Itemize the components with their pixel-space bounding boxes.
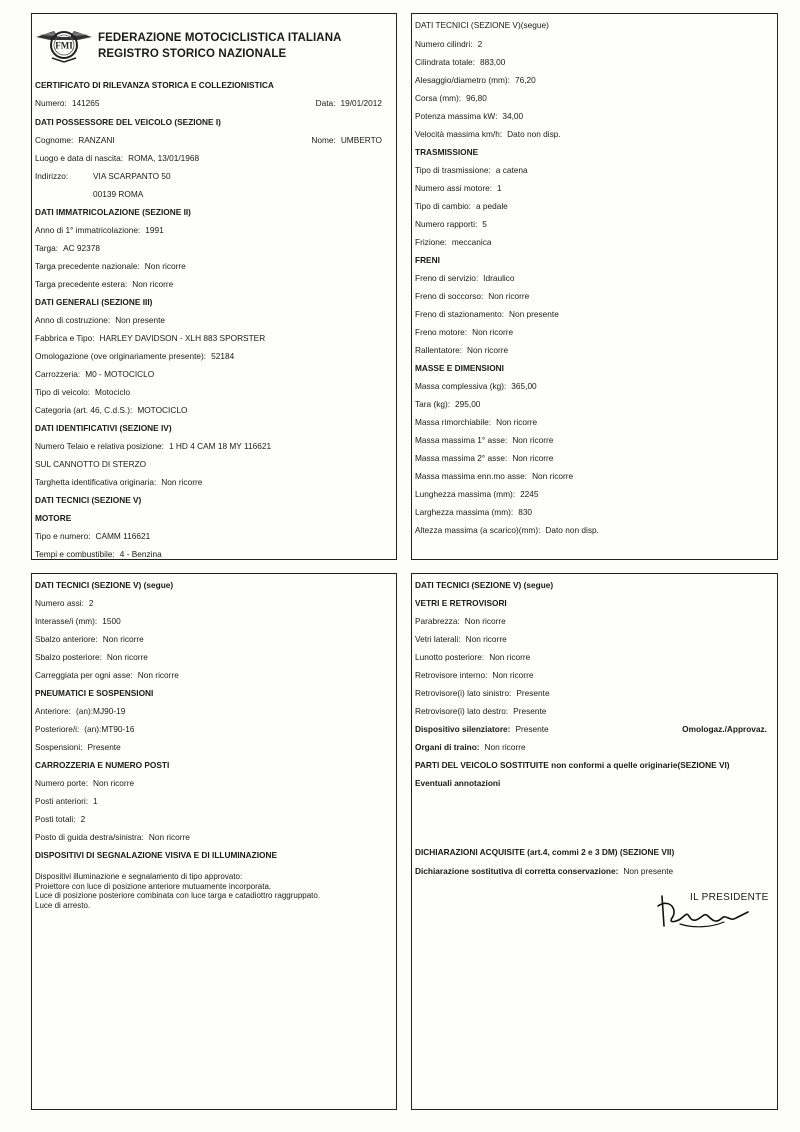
field-freno-di-soccorso: Freno di soccorso: Non ricorre [415,291,530,301]
field-numero-assi: Numero assi: 2 [35,598,94,608]
field-targa-estera: Targa precedente estera: Non ricorre [35,279,174,289]
masse-e-dimensioni-heading: MASSE E DIMENSIONI [415,363,504,373]
lighting-line: Luce di arresto. [35,900,91,910]
field-nome: Nome: UMBERTO [311,135,382,145]
field-numero-rapporti: Numero rapporti: 5 [415,219,487,229]
field-carreggiata-per-ogni-asse: Carreggiata per ogni asse: Non ricorre [35,670,179,680]
lighting-line: Dispositivi illuminazione e segnalamento di tipo approvato: [35,872,243,881]
field-numero-cilindri: Numero cilindri: 2 [415,39,483,49]
field-sbalzo-posteriore: Sbalzo posteriore: Non ricorre [35,652,148,662]
field-numero-porte: Numero porte: Non ricorre [35,778,135,788]
field-freno-di-stazionamento: Freno di stazionamento: Non presente [415,309,559,319]
section-3-heading: DATI GENERALI (SEZIONE III) [35,297,153,307]
field-tipo-di-cambio: Tipo di cambio: a pedale [415,201,508,211]
field-lunotto-posteriore: Lunotto posteriore: Non ricorre [415,652,531,662]
field-cognome: Cognome: RANZANI Nome: UMBERTO [35,135,382,145]
omologaz-label: Omologaz./Approvaz. [682,724,767,734]
field-frizione: Frizione: meccanica [415,237,492,247]
field-larghezza-massima-mm: Larghezza massima (mm): 830 [415,507,533,517]
field-freno-motore: Freno motore: Non ricorre [415,327,514,337]
field-anno-costruzione: Anno di costruzione: Non presente [35,315,166,325]
panel3-title: DATI TECNICI (SEZIONE V) (segue) [35,580,174,590]
lighting-line: Luce di posizione posteriore combinata con luce targa e catadiottro raggruppato. [35,891,321,901]
signature-icon [652,888,757,933]
field-interasse-i-mm: Interasse/i (mm): 1500 [35,616,121,626]
field-vetri-laterali: Vetri laterali: Non ricorre [415,634,507,644]
field-rallentatore: Rallentatore: Non ricorre [415,345,509,355]
field-anteriore: Anteriore: (an):MJ90-19 [35,706,126,716]
lighting-description [35,872,388,910]
field-corsa-mm: Corsa (mm): 96,80 [415,93,487,103]
annotazioni-heading: Eventuali annotazioni [415,778,501,788]
field-sbalzo-anteriore: Sbalzo anteriore: Non ricorre [35,634,144,644]
field-freno-di-servizio: Freno di servizio: Idraulico [415,273,515,283]
field-tempi: Tempi e combustibile: 4 - Benzina [35,549,162,559]
field-tipo-di-trasmissione: Tipo di trasmissione: a catena [415,165,528,175]
field-retrovisore-i-lato-destro: Retrovisore(i) lato destro: Presente [415,706,547,716]
svg-text:FMI: FMI [55,40,73,51]
field-posti-totali: Posti totali: 2 [35,814,86,824]
section-2-heading: DATI IMMATRICOLAZIONE (SEZIONE II) [35,207,191,217]
field-nascita: Luogo e data di nascita: ROMA, 13/01/1968 [35,153,200,163]
field-carrozzeria: Carrozzeria: M0 - MOTOCICLO [35,369,155,379]
dichiarazioni-heading: DICHIARAZIONI ACQUISITE (art.4, commi 2 e 3 DM) (SEZIONE VII) [415,847,675,857]
field-targa: Targa: AC 92378 [35,243,100,253]
field-massa-rimorchiabile: Massa rimorchiabile: Non ricorre [415,417,538,427]
field-silenziatore: Dispositivo silenziatore: Presente Omologaz./Approvaz. [415,724,767,734]
section-1-heading: DATI POSSESSORE DEL VEICOLO (SEZIONE I) [35,117,221,127]
dispositivi-di-segnalazione-visiva-e-di-illuminazione-heading: DISPOSITIVI DI SEGNALAZIONE VISIVA E DI ILLUMINAZIONE [35,850,278,860]
field-tipo-numero: Tipo e numero: CAMM 116621 [35,531,151,541]
field-numero-assi-motore: Numero assi motore: 1 [415,183,502,193]
field-anno-immatricolazione: Anno di 1° immatricolazione: 1991 [35,225,164,235]
field-tipo-veicolo: Tipo di veicolo: Motociclo [35,387,131,397]
organization-name [98,30,342,62]
field-velocit-massima-km-h: Velocità massima km/h: Dato non disp. [415,129,561,139]
field-massa-complessiva-kg: Massa complessiva (kg): 365,00 [415,381,537,391]
field-omologazione: Omologazione (ove originariamente presente): 52184 [35,351,235,361]
motore-heading: MOTORE [35,513,72,523]
field-massa-massima-1-asse: Massa massima 1° asse: Non ricorre [415,435,554,445]
field-lunghezza-massima-mm: Lunghezza massima (mm): 2245 [415,489,539,499]
field-cannotto: SUL CANNOTTO DI STERZO [35,459,147,469]
freni-heading: FRENI [415,255,440,265]
pneumatici-e-sospensioni-heading: PNEUMATICI E SOSPENSIONI [35,688,154,698]
org-line-2: REGISTRO STORICO NAZIONALE [98,48,287,60]
field-organi-traino: Organi di traino: Non ricorre [415,742,526,752]
field-indirizzo: Indirizzo: VIA SCARPANTO 50 [35,171,171,181]
field-cilindrata-totale: Cilindrata totale: 883,00 [415,57,506,67]
vetri-heading: VETRI E RETROVISORI [415,598,507,608]
field-targhetta: Targhetta identificativa originaria: Non ricorre [35,477,203,487]
section-5-heading: DATI TECNICI (SEZIONE V) [35,495,142,505]
field-posteriore-i: Posteriore/i: (an):MT90-16 [35,724,135,734]
field-massa-massima-2-asse: Massa massima 2° asse: Non ricorre [415,453,554,463]
presidente-label: IL PRESIDENTE [690,892,769,903]
field-telaio: Numero Telaio e relativa posizione: 1 HD 4 CAM 18 MY 116621 [35,441,272,451]
trasmissione-heading: TRASMISSIONE [415,147,479,157]
fmi-logo-icon [34,23,94,63]
field-posto-di-guida-destra-sinistra: Posto di guida destra/sinistra: Non ricorre [35,832,190,842]
field-alesaggio-diametro-mm: Alesaggio/diametro (mm): 76,20 [415,75,536,85]
field-posti-anteriori: Posti anteriori: 1 [35,796,98,806]
panel4-title: DATI TECNICI (SEZIONE V) (segue) [415,580,554,590]
field-sospensioni: Sospensioni: Presente [35,742,121,752]
field-altezza-massima-a-scarico-mm: Altezza massima (a scarico)(mm): Dato non disp. [415,525,599,535]
field-potenza-massima-kw: Potenza massima kW: 34,00 [415,111,524,121]
certificate-title: CERTIFICATO DI RILEVANZA STORICA E COLLEZIONISTICA [35,80,274,90]
panel-technical-data [411,13,778,560]
field-retrovisore-interno: Retrovisore interno: Non ricorre [415,670,534,680]
field-tara-kg: Tara (kg): 295,00 [415,399,481,409]
field-categoria: Categoria (art. 46, C.d.S.): MOTOCICLO [35,405,188,415]
org-line-1: FEDERAZIONE MOTOCICLISTICA ITALIANA [98,32,342,44]
panel-certificate: FMI FEDERAZIONE MOTOCICLISTICA ITALIANA REGISTRO STORICO NAZIONALE CERTIFICATO DI RILEVANZA STORICA E COLLEZIONISTICA Numero: 141265 Data: 19/01/2012 DATI POSSESSORE DEL VEICOLO (SEZIONE I) Cognome: RANZANI Nome: UMBERTO Luogo e data di nascita: ROMA, 13/01/1968 Indirizzo: VIA SCARPANTO 50 00139 ROMA DATI IMMATRICOLAZIONE (SEZIONE II) Anno di 1° immatricolazione: 1991 Targa: AC 92378 Targa precedente nazionale: Non ricorre Targa precedente estera: Non ricorre DATI GENERALI (SEZIONE III) Anno di costruzione: Non presente Fabbrica e Tipo: HARLEY DAVIDSON - XLH 883 SPORSTER Omologazione (ove originariamente presente): 52184 Carrozzeria: M0 - MOTOCICLO Tipo di veicolo: Motociclo Categoria (art. 46, C.d.S.): MOTOCICLO DATI IDENTIFICATIVI (SEZIONE IV) Numero Telaio e relativa posizione: 1 HD 4 CAM 18 MY 116621 SUL CANNOTTO DI STERZO Targhetta identificativa originaria: Non ricorre DATI TECNICI (SEZIONE V) MOTORE Tipo e numero: CAMM 116621 Tempi e combustibile: 4 - Benzina [31,13,397,560]
field-retrovisore-i-lato-sinistro: Retrovisore(i) lato sinistro: Presente [415,688,550,698]
panel-mirrors-declarations [411,573,778,1110]
field-parabrezza: Parabrezza: Non ricorre [415,616,506,626]
field-numero: Numero: 141265 Data: 19/01/2012 [35,98,382,108]
field-massa-massima-enn-mo-asse: Massa massima enn.mo asse: Non ricorre [415,471,574,481]
parti-sostituite-heading: PARTI DEL VEICOLO SOSTITUITE non conformi a quelle originarie(SEZIONE VI) [415,760,730,770]
field-fabbrica-tipo: Fabbrica e Tipo: HARLEY DAVIDSON - XLH 883 SPORSTER [35,333,266,343]
carrozzeria-e-numero-posti-heading: CARROZZERIA E NUMERO POSTI [35,760,170,770]
lighting-line: Proiettore con luce di posizione anteriore mutuamente incorporata. [35,881,272,891]
panel2-title: DATI TECNICI (SEZIONE V)(segue) [415,20,549,30]
panel-technical-data-continued [31,573,397,1110]
field-data: Data: 19/01/2012 [315,98,382,108]
field-targa-nazionale: Targa precedente nazionale: Non ricorre [35,261,186,271]
field-dichiarazione-sostitutiva: Dichiarazione sostitutiva di corretta conservazione: Non presente [415,866,674,876]
section-4-heading: DATI IDENTIFICATIVI (SEZIONE IV) [35,423,172,433]
